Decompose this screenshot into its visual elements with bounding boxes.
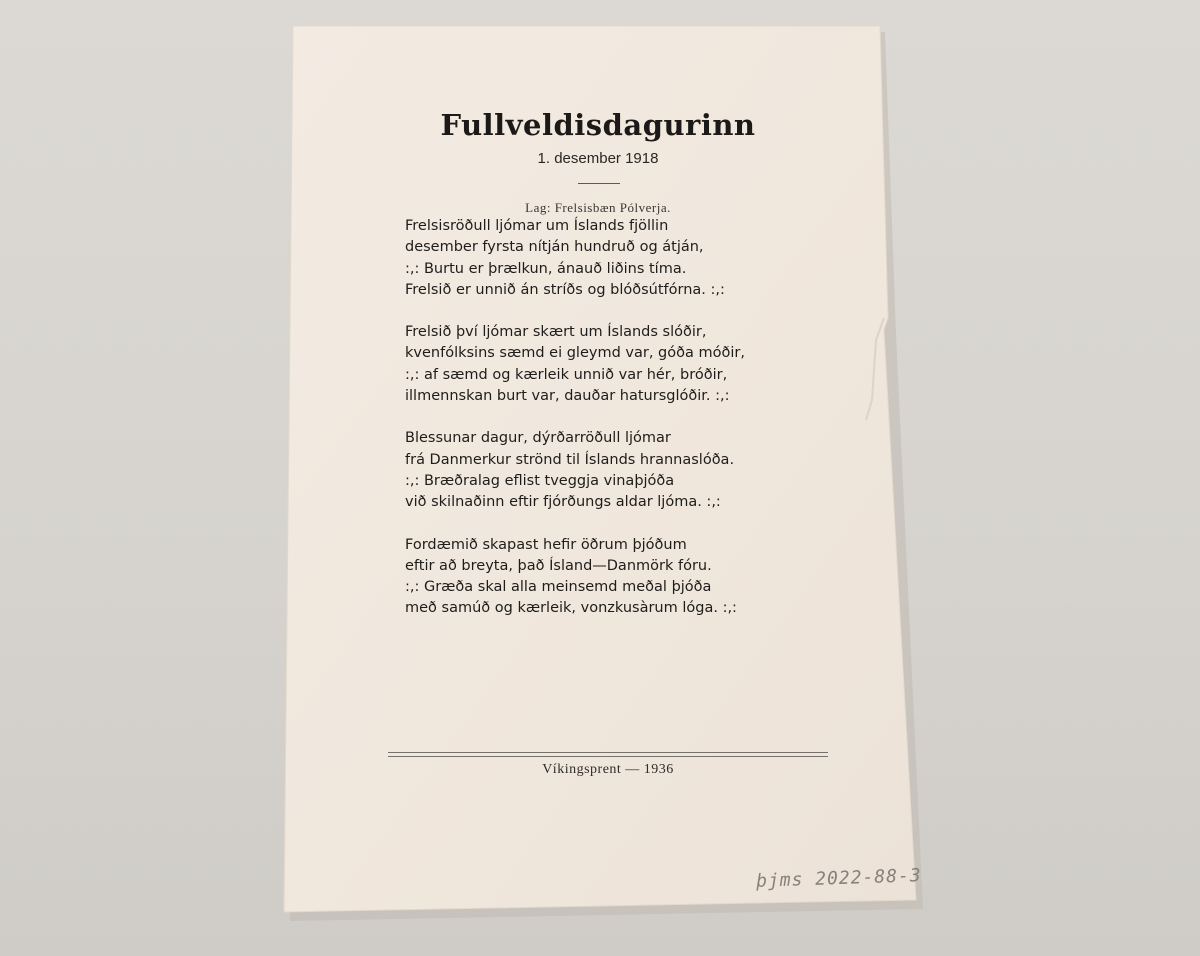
poem-line: :,: Burtu er þrælkun, ánauð liðins tíma. [405,260,687,277]
poem-line: :,: Græða skal alla meinsemd meðal þjóða [405,579,712,596]
inventory-number: þjms 2022-88-3 [755,865,923,892]
poem-line: :,: af sæmd og kærleik unnið var hér, bróðir, [405,366,728,383]
title-divider [578,183,620,184]
poem-line: frá Danmerkur strönd til Íslands hrannaslóða. [405,451,735,468]
stanza [405,322,825,407]
poem-line: :,: Bræðralag eflist tveggja vinaþjóða [405,472,675,489]
document-title: Fullveldisdagurinn [440,108,756,142]
stanza [405,428,825,513]
poem-line: eftir að breyta, það Ísland—Danmörk fóru. [405,557,712,574]
poem-line: Blessunar dagur, dýrðarröðull ljómar [405,430,671,447]
poem-line: illmennskan burt var, dauðar hatursglóðir. :,: [405,388,730,405]
poem-line: Frelsisröðull ljómar um Íslands fjöllin [405,218,669,234]
printer-imprint: Víkingsprent — 1936 [542,762,674,777]
poem-line: við skilnaðinn eftir fjórðungs aldar ljóma. :,: [405,494,721,511]
poem-line: desember fyrsta nítján hundruð og átján, [405,239,704,256]
stanza [405,535,825,620]
poem-line: með samúð og kærleik, vonzkusàrum lóga. :,: [405,600,737,617]
poem [405,216,825,641]
stanza [405,216,825,301]
tune-caption: Lag: Frelsisbæn Pólverja. [525,200,671,215]
poem-line: kvenfólksins sæmd ei gleymd var, góða móðir, [405,345,745,362]
document-date: 1. desember 1918 [537,150,659,167]
poem-line: Frelsið er unnið án stríðs og blóðsútfórna. :,: [405,281,725,298]
poem-line: Fordæmið skapast hefir öðrum þjóðum [405,536,687,553]
poem-line: Frelsið því ljómar skært um Íslands slóðir, [405,324,707,341]
footer-divider [388,752,828,757]
